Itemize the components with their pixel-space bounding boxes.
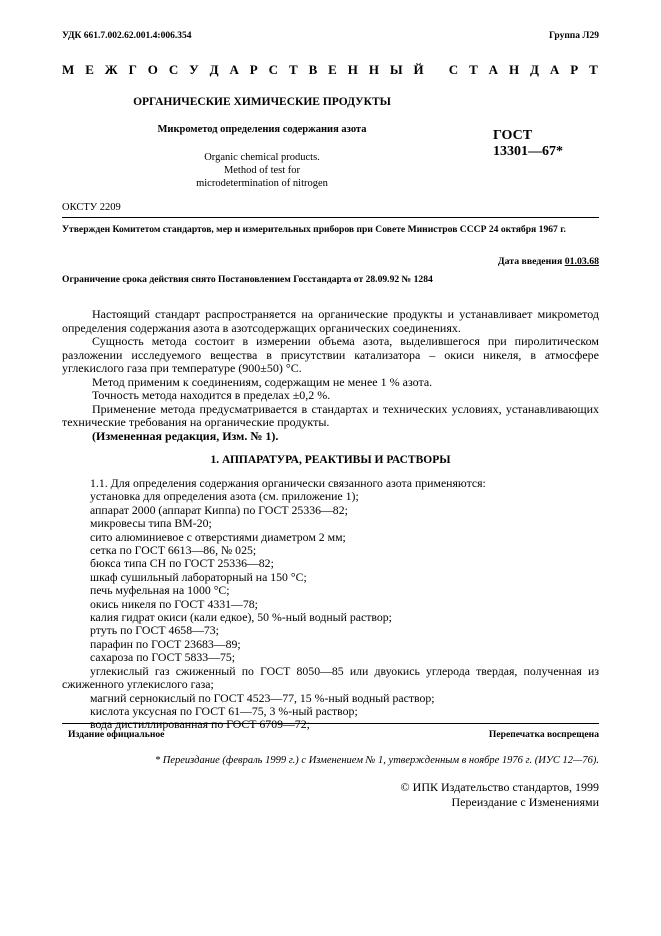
intro-date-label: Дата введения [497, 256, 563, 267]
udk-code: УДК 661.7.002.62.001.4:006.354 [62, 31, 192, 41]
footer-rule [62, 723, 599, 724]
group-code: Группа Л29 [548, 31, 599, 41]
document-subtitle: Микрометод определения содержания азота [157, 124, 367, 135]
standard-heading-letter: С [168, 62, 179, 77]
revision-note: (Измененная редакция, Изм. № 1). [92, 428, 279, 443]
standard-heading-letter: О [147, 62, 158, 77]
list-item: ртуть по ГОСТ 4658—73; [90, 623, 219, 638]
list-item: калия гидрат окиси (кали едкое), 50 %-ный водный раствор; [90, 610, 392, 625]
gost-number: 13301—67* [493, 144, 563, 159]
standard-heading-letter: А [549, 62, 560, 77]
standard-heading-letter: Ы [389, 62, 403, 77]
reissue-label: Переиздание с Изменениями [451, 795, 599, 809]
english-title-line: microdetermination of nitrogen [196, 178, 328, 189]
list-item: сахароза по ГОСТ 5833—75; [90, 650, 236, 665]
list-item: аппарат 2000 (аппарат Киппа) по ГОСТ 25336—82; [90, 502, 348, 517]
intro-paragraph: Точность метода находится в пределах ±0,2 %. [92, 388, 331, 402]
standard-heading-letter [435, 62, 438, 78]
list-item: магний сернокислый по ГОСТ 4523—77, 15 %-ный водный раствор; [90, 690, 435, 705]
english-title [62, 151, 462, 190]
standard-heading-letter: Н [347, 62, 358, 77]
interstate-standard-heading [62, 62, 598, 78]
document-title: ОРГАНИЧЕСКИЕ ХИМИЧЕСКИЕ ПРОДУКТЫ [133, 96, 391, 108]
standard-heading-letter: Н [508, 62, 520, 77]
okstu-code: ОКСТУ 2209 [62, 202, 121, 213]
standard-heading-letter: Е [85, 62, 94, 77]
standard-heading-letter: Г [128, 62, 137, 77]
list-item: печь муфельная на 1000 °С; [90, 583, 230, 598]
list-item: вода дистиллированная по ГОСТ 6709—72; [90, 717, 310, 732]
intro-paragraph: Метод применим к соединениям, содержащим не менее 1 % азота. [92, 374, 433, 389]
section-1-title: 1. АППАРАТУРА, РЕАКТИВЫ И РАСТВОРЫ [210, 454, 451, 466]
english-title-line: Organic chemical products. [204, 152, 320, 163]
standard-heading-letter: У [189, 62, 199, 77]
intro-paragraph: Сущность метода состоит в измерении объема азота, выделившегося при пиролитическом разложении исследуемого вещества в присутствии катализатора – окиси никеля, в атмосфере углекислого газа при температуре (900±50) °С. [62, 334, 599, 375]
standard-heading-letter: Р [249, 62, 258, 77]
list-item: парафин по ГОСТ 23683—89; [90, 636, 241, 651]
standard-heading-letter: Н [368, 62, 379, 77]
standard-heading-letter: Е [328, 62, 337, 77]
gost-label: ГОСТ [493, 128, 533, 143]
standard-heading-letter: С [268, 62, 279, 77]
list-item: микровесы типа ВМ-20; [90, 516, 212, 531]
top-rule [62, 217, 599, 218]
list-item: бюкса типа СН по ГОСТ 25336—82; [90, 556, 274, 571]
standard-heading-letter: Р [570, 62, 579, 77]
list-item: установка для определения азота (см. приложение 1); [90, 489, 359, 504]
official-edition: Издание официальное [68, 729, 165, 740]
standard-heading-letter: А [229, 62, 239, 77]
list-item: кислота уксусная по ГОСТ 61—75, 3 %-ный раствор; [90, 703, 358, 718]
reprint-prohibited: Перепечатка воспрещена [488, 729, 599, 740]
english-title-line: Method of test for [223, 165, 301, 176]
standard-heading-letter: Д [530, 62, 539, 77]
intro-paragraph: Применение метода предусматривается в стандартах и технических условиях, устанавливающих технические требования на органические продукты. [62, 401, 599, 429]
standard-heading-letter: Т [589, 62, 598, 77]
list-item: шкаф сушильный лабораторный на 150 °С; [90, 569, 307, 584]
intro-date-value: 01.03.68 [564, 256, 599, 267]
list-item: сито алюминиевое с отверстиями диаметром 2 мм; [90, 529, 346, 544]
limitation-note: Ограничение срока действия снято Постановлением Госстандарта от 28.09.92 № 1284 [62, 274, 433, 285]
equipment-list [62, 477, 599, 732]
approval-note: Утвержден Комитетом стандартов, мер и измерительных приборов при Совете Министров СССР 24 октября 1967 г. [62, 224, 566, 235]
list-item: сетка по ГОСТ 6613—86, № 025; [90, 543, 257, 558]
standard-heading-letter: С [448, 62, 459, 77]
standard-heading-letter: Т [288, 62, 298, 77]
intro-date [498, 256, 599, 267]
list-item: окись никеля по ГОСТ 4331—78; [90, 596, 258, 611]
standard-heading-letter: Т [469, 62, 478, 77]
standard-heading-letter: Й [413, 62, 424, 77]
standard-heading-letter: А [488, 62, 499, 77]
standard-heading-letter: В [308, 62, 318, 77]
reissue-footnote: * Переиздание (февраль 1999 г.) с Изменением № 1, утвержденным в ноябре 1976 г. (ИУС 12—76). [154, 755, 599, 766]
intro-paragraph: Настоящий стандарт распространяется на органические продукты и устанавливает микрометод определения содержания азота в азотсодержащих органических соединениях. [62, 307, 599, 335]
section-1-intro: 1.1. Для определения содержания органически связанного азота применяются: [90, 476, 486, 490]
intro-text [62, 308, 599, 443]
standard-heading-letter: Д [209, 62, 219, 77]
list-item: углекислый газ сжиженный по ГОСТ 8050—85 или двуокись углерода твердая, полученная из сжиженного углекислого газа; [62, 663, 599, 692]
standard-heading-letter: М [62, 62, 75, 77]
standard-heading-letter: Ж [104, 62, 118, 77]
copyright: © ИПК Издательство стандартов, 1999 [400, 780, 599, 794]
